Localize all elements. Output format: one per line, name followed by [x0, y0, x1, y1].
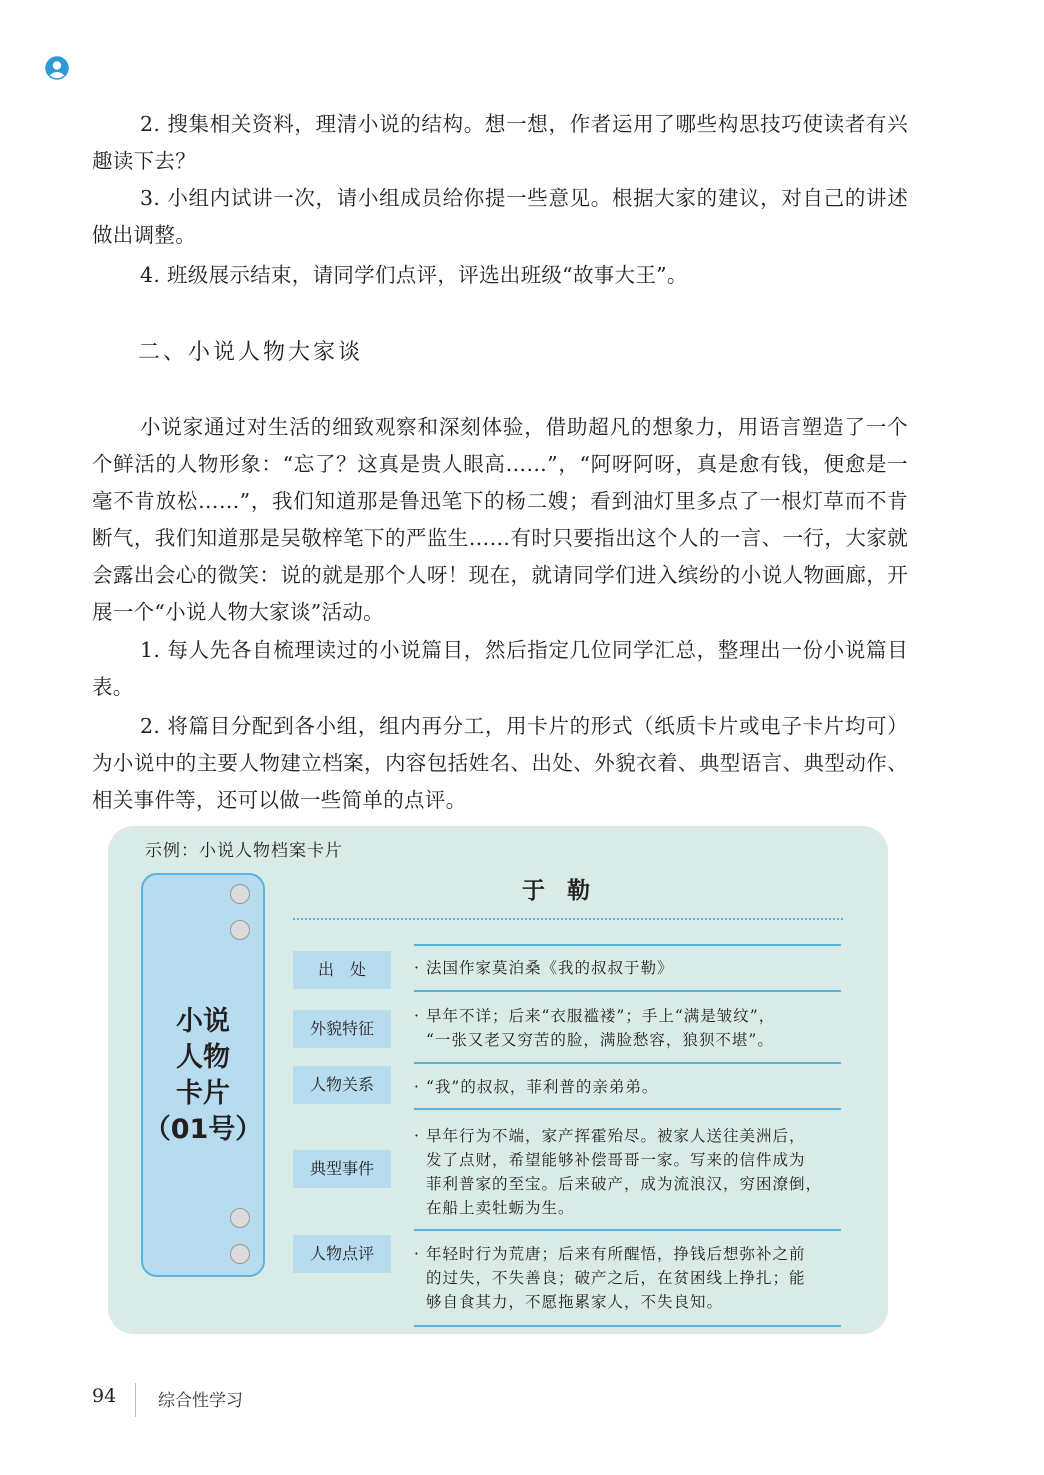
instruction-paragraph-2: 2. 搜集相关资料，理清小说的结构。想一想，作者运用了哪些构思技巧使读者有兴趣读下去？	[92, 112, 908, 173]
binder-ring-icon	[230, 1244, 250, 1264]
tab-title-line: （01号）	[143, 1114, 263, 1145]
section-heading: 二、小说人物大家谈	[138, 340, 364, 365]
card-tab-title	[141, 1004, 265, 1148]
row-text-line: · 早年不详；后来“衣服褴褛”；手上“满是皱纹”，	[414, 1007, 776, 1025]
step-2-paragraph: 2. 将篇目分配到各小组，组内再分工，用卡片的形式（纸质卡片或电子卡片均可）为小说中的主要人物建立档案，内容包括姓名、出处、外貌衣着、典型语言、典型动作、相关事件等，还可以做一些简单的点评。	[92, 714, 908, 812]
card-caption: 示例：小说人物档案卡片	[145, 841, 343, 861]
row-text-line: 在船上卖牡蛎为生。	[426, 1199, 575, 1217]
instruction-paragraph-3: 3. 小组内试讲一次，请小组成员给你提一些意见。根据大家的建议，对自己的讲述做出调整。	[92, 186, 908, 247]
row-text-line: 的过失，不失善良；破产之后，在贫困线上挣扎；能	[426, 1269, 806, 1287]
row-text-line: · 早年行为不端，家产挥霍殆尽。被家人送往美洲后，	[414, 1127, 806, 1145]
instruction-paragraph-4: 4. 班级展示结束，请同学们点评，评选出班级“故事大王”。	[140, 263, 688, 287]
tab-title-line: 人物	[176, 1042, 230, 1073]
row-text-line: 发了点财，希望能够补偿哥哥一家。写来的信件成为	[426, 1151, 806, 1169]
row-text-relation	[414, 1075, 844, 1099]
row-text-line: · “我”的叔叔，菲利普的亲弟弟。	[414, 1078, 659, 1096]
row-label-events: 典型事件	[293, 1150, 391, 1188]
row-text-comment	[414, 1242, 844, 1314]
step-1-paragraph: 1. 每人先各自梳理读过的小说篇目，然后指定几位同学汇总，整理出一份小说篇目表。	[92, 638, 908, 699]
row-text-line: 菲利普家的至宝。后来破产，成为流浪汉，穷困潦倒，	[426, 1175, 823, 1193]
row-label-comment: 人物点评	[293, 1235, 391, 1273]
row-divider	[414, 990, 841, 992]
row-text-events	[414, 1124, 844, 1220]
character-name: 于勒	[522, 877, 612, 904]
row-divider	[414, 1325, 841, 1327]
binder-ring-icon	[230, 920, 250, 940]
tab-title-line: 小说	[176, 1006, 230, 1037]
section-body-paragraph: 小说家通过对生活的细致观察和深刻体验，借助超凡的想象力，用语言塑造了一个个鲜活的人物形象：“忘了？这真是贵人眼高……”，“阿呀阿呀，真是愈有钱，便愈是一毫不肯放松……”，我们知道那是鲁迅笔下的杨二嫂；看到油灯里多点了一根灯草而不肯断气，我们知道那是吴敬梓笔下的严监生……有时只要指出这个人的一言、一行，大家就会露出会心的微笑：说的就是那个人呀！现在，就请同学们进入缤纷的小说人物画廊，开展一个“小说人物大家谈”活动。	[92, 415, 908, 624]
binder-ring-icon	[230, 1208, 250, 1228]
footer-section-title: 综合性学习	[158, 1391, 243, 1411]
row-text-line: · 法国作家莫泊桑《我的叔叔于勒》	[414, 959, 674, 977]
row-text-line: · 年轻时行为荒唐；后来有所醒悟，挣钱后想弥补之前	[414, 1245, 806, 1263]
page-number: 94	[92, 1385, 117, 1407]
row-divider	[414, 944, 841, 946]
dotted-divider	[293, 918, 843, 920]
row-text-source	[414, 956, 844, 980]
row-divider	[414, 1229, 841, 1231]
row-label-relation: 人物关系	[293, 1066, 391, 1104]
row-divider	[414, 1108, 841, 1110]
row-label-appearance: 外貌特征	[293, 1010, 391, 1048]
row-text-line: “一张又老又穷苦的脸，满脸愁容，狼狈不堪”。	[426, 1031, 774, 1049]
row-label-source: 出 处	[293, 951, 391, 989]
person-circle-icon	[45, 56, 69, 80]
tab-title-line: 卡片	[176, 1078, 230, 1109]
binder-ring-icon	[230, 884, 250, 904]
row-text-appearance	[414, 1004, 844, 1052]
row-divider	[414, 1062, 841, 1064]
footer-divider	[135, 1383, 136, 1417]
row-text-line: 够自食其力，不愿拖累家人，不失良知。	[426, 1293, 724, 1311]
